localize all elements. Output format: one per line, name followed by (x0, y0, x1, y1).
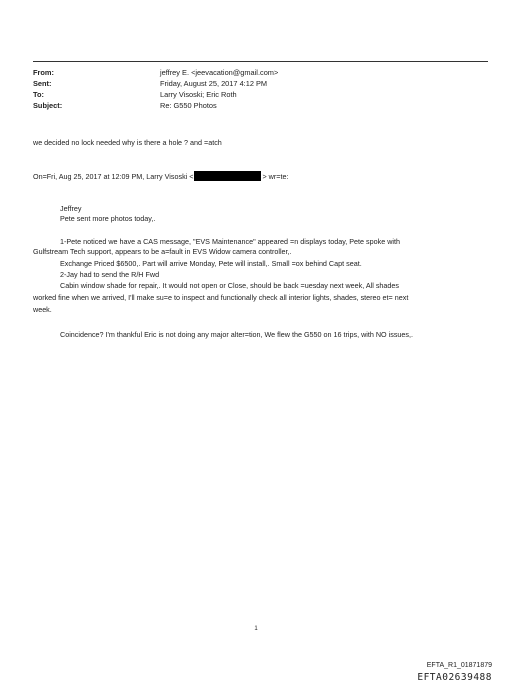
body-line: worked fine when we arrived, I'll make su=e to inspect and functionally check all interior lights, shades, stereo et= next (33, 293, 409, 302)
body-line: Exchange Priced $6500,. Part will arrive Monday, Pete will install,. Small =ox behind Capt seat. (60, 259, 362, 268)
body-line: Gulfstream Tech support, appears to be a=fault in EVS Widow camera controller,. (33, 247, 292, 256)
to-value: Larry Visoski; Eric Roth (160, 90, 237, 99)
page-number: 1 (254, 626, 258, 632)
body-line: Jeffrey (60, 204, 82, 213)
body-line: week. (33, 305, 52, 314)
from-value: jeffrey E. <jeevacation@gmail.com> (160, 68, 279, 77)
subject-label: Subject: (33, 101, 63, 110)
sent-label: Sent: (33, 79, 52, 88)
from-label: From: (33, 68, 54, 77)
quote-prefix: On=Fri, Aug 25, 2017 at 12:09 PM, Larry Visoski < (33, 172, 194, 181)
sent-value: Friday, August 25, 2017 4:12 PM (160, 79, 268, 88)
header-divider (33, 61, 488, 62)
subject-value: Re: G550 Photos (160, 101, 217, 110)
body-line: Pete sent more photos today,. (60, 214, 156, 223)
body-line: 2-Jay had to send the R/H Fwd (60, 270, 160, 279)
body-line: 1-Pete noticed we have a CAS message, "EVS Maintenance" appeared =n displays today, Pete spoke with (60, 237, 400, 246)
reply-text: we decided no lock needed why is there a hole ? and =atch (33, 138, 222, 147)
body-line: Coincidence? I'm thankful Eric is not doing any major alter=tion, We flew the G550 on 16 trips, with NO issues,. (60, 330, 413, 339)
bates-number-2: EFTA02639488 (417, 672, 492, 683)
quote-suffix: > wr=te: (262, 172, 289, 181)
bates-number-1: EFTA_R1_01871879 (426, 662, 492, 669)
body-line: Cabin window shade for repair,. It would not open or Close, should be back =uesday next week, All shades (60, 281, 400, 290)
redaction-box (194, 171, 261, 181)
to-label: To: (33, 90, 44, 99)
quote-attribution (33, 171, 288, 181)
